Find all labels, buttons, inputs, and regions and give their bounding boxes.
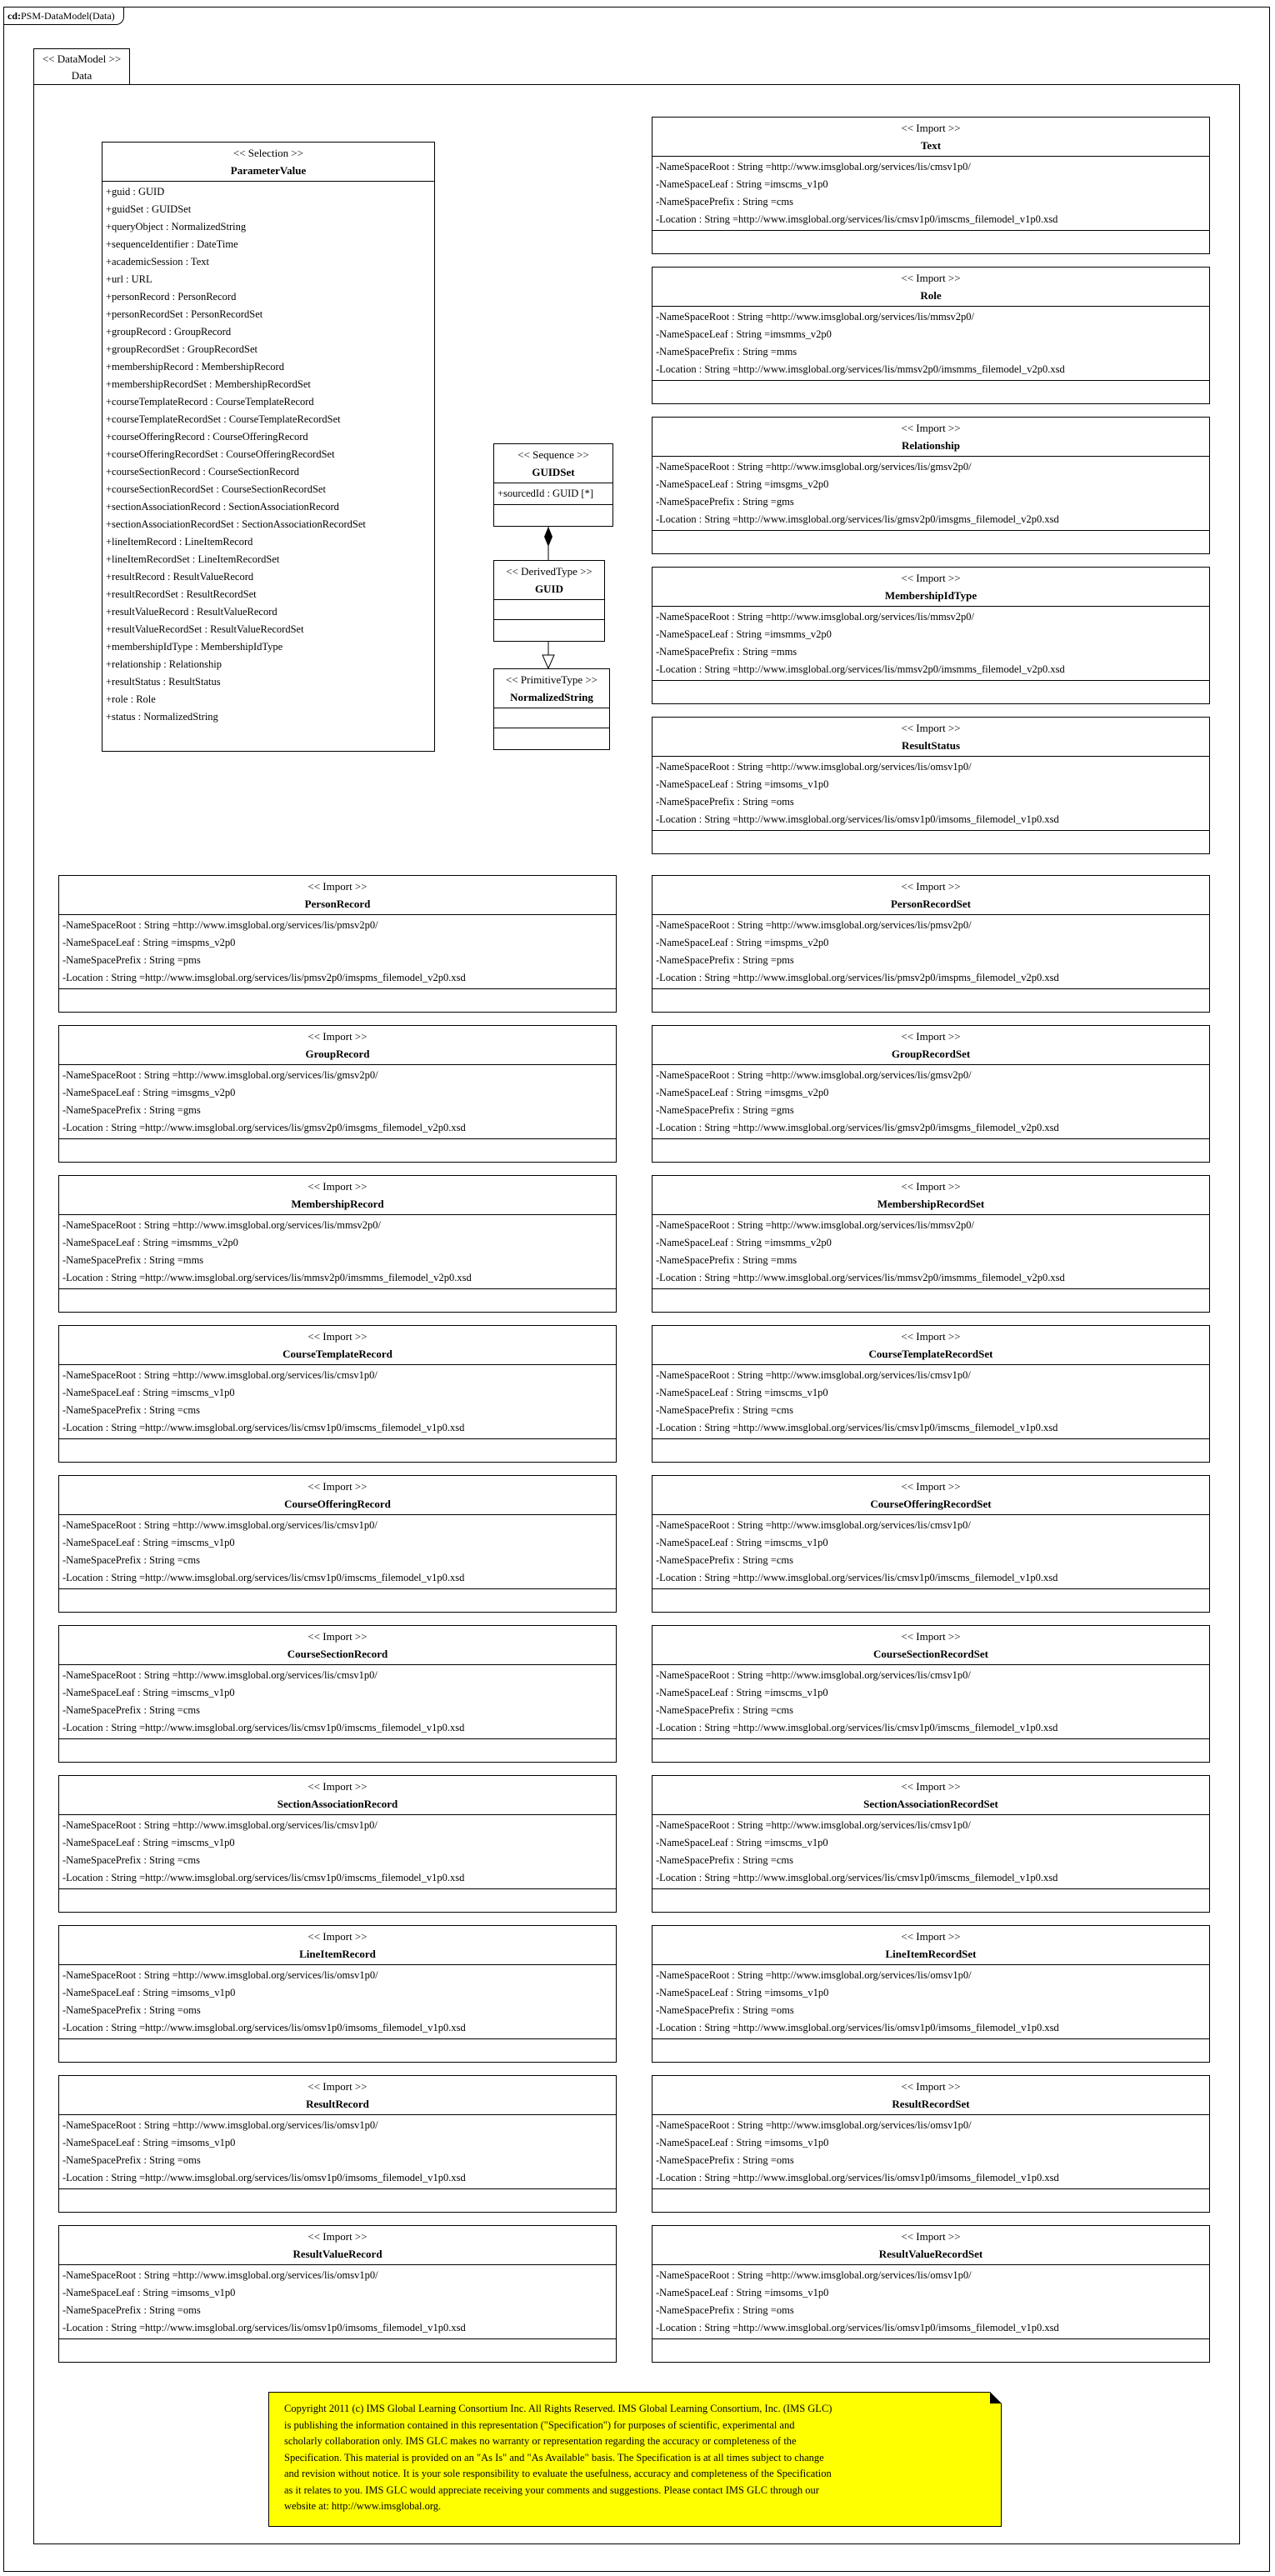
class-stereotype: << Import >> [901,2080,961,2093]
class-name: CourseTemplateRecordSet [868,1348,993,1360]
class-stereotype: << DerivedType >> [506,565,592,578]
import-class-resultrecord[interactable] [58,2075,617,2213]
attribute: -NameSpaceRoot : String =http://www.imsglobal.org/services/lis/mmsv2p0/ [656,1219,975,1231]
class-name: SectionAssociationRecordSet [863,1798,998,1810]
class-stereotype: << Import >> [901,1480,961,1493]
class-name: GroupRecordSet [891,1048,971,1060]
class-attributes [494,483,612,505]
class-name: Relationship [901,439,961,452]
attribute: -NameSpaceRoot : String =http://www.imsglobal.org/services/lis/gmsv2p0/ [656,461,972,473]
attribute: -NameSpaceRoot : String =http://www.imsglobal.org/services/lis/omsv1p0/ [656,1969,972,1981]
attribute: -NameSpaceRoot : String =http://www.imsglobal.org/services/lis/cmsv1p0/ [656,161,971,173]
attribute: -NameSpacePrefix : String =oms [656,2154,794,2166]
attribute: -NameSpacePrefix : String =mms [656,646,798,658]
class-attributes [652,915,1209,989]
attribute: +membershipRecordSet : MembershipRecordSet [106,378,311,390]
frame-name: PSM-DataModel(Data) [21,10,115,22]
class-header [652,118,1209,157]
attribute: -NameSpaceLeaf : String =imscms_v1p0 [62,1687,235,1698]
attribute: +sectionAssociationRecordSet : SectionAssociationRecordSet [106,518,366,530]
class-name: Text [920,139,942,152]
attribute: -NameSpaceLeaf : String =imscms_v1p0 [62,1837,235,1848]
class-stereotype: << Import >> [901,1780,961,1793]
attribute: -NameSpacePrefix : String =oms [62,2304,201,2316]
class-attributes [652,757,1209,831]
attribute: -NameSpaceLeaf : String =imsmms_v2p0 [656,328,832,340]
attribute: -NameSpacePrefix : String =cms [656,1554,793,1566]
class-attributes [59,1065,616,1139]
attribute: -NameSpacePrefix : String =mms [656,1254,798,1266]
attribute: -NameSpacePrefix : String =cms [62,1554,200,1566]
import-class-role[interactable] [652,267,1210,404]
class-header [652,1026,1209,1065]
attribute: -NameSpaceRoot : String =http://www.imsglobal.org/services/lis/cmsv1p0/ [656,1819,971,1831]
attribute: -NameSpacePrefix : String =oms [656,796,794,808]
class-attributes [494,600,604,620]
class-name: ResultValueRecord [292,2248,382,2260]
attribute: -NameSpaceLeaf : String =imscms_v1p0 [656,1837,828,1848]
attribute: -NameSpaceRoot : String =http://www.imsglobal.org/services/lis/gmsv2p0/ [62,1069,378,1081]
attribute: -NameSpacePrefix : String =cms [62,1854,200,1866]
import-class-courseofferingrecord[interactable] [58,1475,617,1613]
class-name: CourseTemplateRecord [282,1348,392,1360]
class-name: MembershipRecordSet [877,1198,985,1210]
class-stereotype: << Import >> [308,1630,368,1643]
attribute: -Location : String =http://www.imsglobal.org/services/lis/mmsv2p0/imsmms_filemodel_v2p0.xsd [62,1272,472,1283]
import-class-resultvaluerecord[interactable] [58,2225,617,2363]
note-text [284,2401,986,2515]
attribute: +resultValueRecord : ResultValueRecord [106,606,278,618]
attribute: +courseTemplateRecordSet : CourseTemplateRecordSet [106,413,341,425]
attribute: -NameSpaceRoot : String =http://www.imsglobal.org/services/lis/omsv1p0/ [656,2119,972,2131]
attribute: -NameSpaceRoot : String =http://www.imsglobal.org/services/lis/pmsv2p0/ [656,919,972,931]
class-name: LineItemRecordSet [885,1948,977,1960]
note-line: as it relates to you. IMS GLC would appreciate receiving your comments and suggestions. Please contact IMS GLC through our [284,2483,819,2496]
class-stereotype: << Import >> [308,1930,368,1943]
attribute: -Location : String =http://www.imsglobal.org/services/lis/gmsv2p0/imsgms_filemodel_v2p0.xsd [62,1122,466,1133]
class-attributes [652,1065,1209,1139]
class-attributes [652,457,1209,531]
class-header [59,2076,616,2115]
class-stereotype: << Import >> [901,272,961,284]
attribute: -NameSpaceRoot : String =http://www.imsglobal.org/services/lis/cmsv1p0/ [656,1519,971,1531]
note-line: website at: http://www.imsglobal.org. [284,2500,442,2512]
attribute: -Location : String =http://www.imsglobal.org/services/lis/cmsv1p0/imscms_filemodel_v1p0.xsd [656,1722,1058,1733]
class-stereotype: << Import >> [901,122,961,134]
attribute: -NameSpaceRoot : String =http://www.imsglobal.org/services/lis/cmsv1p0/ [656,1369,971,1381]
attribute: -Location : String =http://www.imsglobal.org/services/lis/pmsv2p0/imspms_filemodel_v2p0.xsd [656,972,1059,983]
attribute: -NameSpaceRoot : String =http://www.imsglobal.org/services/lis/omsv1p0/ [62,1969,378,1981]
attribute: -NameSpaceLeaf : String =imsoms_v1p0 [656,2287,829,2298]
attribute: -NameSpacePrefix : String =oms [656,2004,794,2016]
class-stereotype: << Import >> [308,1030,368,1043]
class-normalizedstring[interactable] [493,668,610,750]
attribute: -Location : String =http://www.imsglobal.org/services/lis/mmsv2p0/imsmms_filemodel_v2p0.xsd [656,1272,1065,1283]
attribute: -NameSpaceLeaf : String =imscms_v1p0 [656,1387,828,1398]
attribute: -Location : String =http://www.imsglobal.org/services/lis/cmsv1p0/imscms_filemodel_v1p0.xsd [62,1872,465,1883]
attribute: -Location : String =http://www.imsglobal.org/services/lis/omsv1p0/imsoms_filemodel_v1p0.xsd [62,2322,466,2333]
class-header [652,418,1209,457]
class-header [59,1926,616,1965]
class-name: NormalizedString [510,691,593,703]
class-attributes [652,1665,1209,1739]
attribute: +membershipIdType : MembershipIdType [106,641,283,653]
class-name: ResultValueRecordSet [878,2248,983,2260]
note-fold-icon [990,2392,1002,2403]
attribute: -Location : String =http://www.imsglobal.org/services/lis/omsv1p0/imsoms_filemodel_v1p0.xsd [62,2172,466,2183]
attribute: -Location : String =http://www.imsglobal.org/services/lis/cmsv1p0/imscms_filemodel_v1p0.xsd [62,1422,465,1433]
class-attributes [652,1965,1209,2039]
import-class-coursesectionrecord[interactable] [58,1625,617,1763]
attribute: -NameSpaceRoot : String =http://www.imsglobal.org/services/lis/omsv1p0/ [62,2269,378,2281]
class-attributes [494,708,609,728]
attribute: -NameSpacePrefix : String =pms [62,954,201,966]
copyright-note[interactable] [268,2392,1002,2527]
attribute: -Location : String =http://www.imsglobal.org/services/lis/mmsv2p0/imsmms_filemodel_v2p0.xsd [656,663,1065,675]
class-header [652,2076,1209,2115]
attribute: -Location : String =http://www.imsglobal.org/services/lis/cmsv1p0/imscms_filemodel_v1p0.xsd [656,1422,1058,1433]
import-class-resultrecordset[interactable] [652,2075,1210,2213]
import-class-courseofferingrecordset[interactable] [652,1475,1210,1613]
attribute: -NameSpaceLeaf : String =imsoms_v1p0 [656,778,829,790]
attribute: -Location : String =http://www.imsglobal.org/services/lis/omsv1p0/imsoms_filemodel_v1p0.xsd [656,2022,1059,2033]
class-attributes [102,182,434,735]
attribute: -NameSpaceLeaf : String =imsoms_v1p0 [656,1987,829,1998]
class-name: GUIDSet [532,466,575,478]
import-class-grouprecord[interactable] [58,1025,617,1163]
class-header [102,143,434,182]
attribute: -NameSpacePrefix : String =oms [656,2304,794,2316]
attribute: -NameSpaceRoot : String =http://www.imsglobal.org/services/lis/pmsv2p0/ [62,919,378,931]
attribute: -NameSpaceRoot : String =http://www.imsglobal.org/services/lis/gmsv2p0/ [656,1069,972,1081]
class-stereotype: << Import >> [901,1030,961,1043]
class-header [59,1026,616,1065]
class-stereotype: << Import >> [901,2230,961,2243]
class-header [652,1176,1209,1215]
attribute: -NameSpaceLeaf : String =imsmms_v2p0 [62,1237,238,1248]
class-name: ResultStatus [901,739,961,752]
class-header [652,2226,1209,2265]
attribute: -NameSpaceRoot : String =http://www.imsglobal.org/services/lis/omsv1p0/ [62,2119,378,2131]
attribute: -NameSpaceRoot : String =http://www.imsglobal.org/services/lis/omsv1p0/ [656,2269,972,2281]
class-name: MembershipRecord [291,1198,384,1210]
attribute: -NameSpacePrefix : String =gms [656,496,794,508]
attribute: -NameSpacePrefix : String =gms [62,1104,201,1116]
import-class-personrecordset[interactable] [652,875,1210,1013]
attribute: +personRecordSet : PersonRecordSet [106,308,263,320]
class-header [652,1326,1209,1365]
attribute: -NameSpaceLeaf : String =imspms_v2p0 [656,937,829,948]
attribute: -NameSpaceRoot : String =http://www.imsglobal.org/services/lis/cmsv1p0/ [656,1669,971,1681]
attribute: -Location : String =http://www.imsglobal.org/services/lis/cmsv1p0/imscms_filemodel_v1p0.xsd [62,1722,465,1733]
attribute: +lineItemRecordSet : LineItemRecordSet [106,553,280,565]
attribute: -NameSpacePrefix : String =cms [656,1704,793,1716]
attribute: +courseSectionRecordSet : CourseSectionRecordSet [106,483,326,495]
class-name: GroupRecord [305,1048,370,1060]
attribute: -NameSpaceLeaf : String =imsoms_v1p0 [62,2287,236,2298]
class-attributes [59,2115,616,2189]
class-name: CourseSectionRecordSet [873,1648,988,1660]
attribute: +url : URL [106,273,152,285]
class-stereotype: << Import >> [901,722,961,734]
class-header [59,2226,616,2265]
class-parametervalue[interactable] [102,142,435,752]
attribute: +role : Role [106,693,156,705]
class-attributes [652,1365,1209,1439]
note-line: scholarly collaboration only. IMS GLC makes no warranty or representation regarding the accuracy or completeness of the [284,2435,797,2447]
class-attributes [652,2115,1209,2189]
class-attributes [59,1515,616,1589]
class-name: SectionAssociationRecord [277,1798,398,1810]
class-stereotype: << Sequence >> [518,448,589,461]
import-class-sectionassociationrecordset[interactable] [652,1775,1210,1913]
attribute: -NameSpaceRoot : String =http://www.imsglobal.org/services/lis/cmsv1p0/ [62,1369,378,1381]
attribute: +resultStatus : ResultStatus [106,676,221,688]
attribute: -NameSpaceLeaf : String =imsgms_v2p0 [656,478,829,490]
class-name: GUID [535,583,563,595]
class-stereotype: << Import >> [901,1330,961,1343]
class-attributes [652,607,1209,681]
attribute: -NameSpaceRoot : String =http://www.imsglobal.org/services/lis/cmsv1p0/ [62,1519,378,1531]
class-name: Role [920,289,942,302]
import-class-grouprecordset[interactable] [652,1025,1210,1163]
class-attributes [59,1815,616,1889]
class-attributes [59,1365,616,1439]
attribute: -NameSpacePrefix : String =cms [62,1704,200,1716]
class-header [59,1626,616,1665]
attribute: -NameSpaceRoot : String =http://www.imsglobal.org/services/lis/mmsv2p0/ [656,611,975,623]
attribute: +courseTemplateRecord : CourseTemplateRecord [106,396,314,408]
class-stereotype: << Import >> [901,1180,961,1193]
attribute: -NameSpacePrefix : String =gms [656,1104,794,1116]
attribute: -Location : String =http://www.imsglobal.org/services/lis/omsv1p0/imsoms_filemodel_v1p0.xsd [656,2322,1059,2333]
attribute: +groupRecord : GroupRecord [106,326,232,338]
note-line: is publishing the information contained in this representation ("Specification") for purposes of scientific, experimental and [284,2418,795,2431]
attribute: -NameSpaceLeaf : String =imsoms_v1p0 [62,1987,236,1998]
class-header [494,444,612,483]
attribute: -NameSpaceLeaf : String =imscms_v1p0 [656,1687,828,1698]
class-header [494,669,609,708]
import-class-coursetemplaterecordset[interactable] [652,1325,1210,1463]
class-stereotype: << Import >> [901,1630,961,1643]
package-tab[interactable] [33,48,130,85]
attribute: +guidSet : GUIDSet [106,203,192,215]
class-stereotype: << Import >> [308,1330,368,1343]
class-header [59,1326,616,1365]
class-header [652,1926,1209,1965]
package-name: Data [71,69,92,82]
class-header [652,876,1209,915]
import-class-relationship[interactable] [652,417,1210,554]
class-header [59,1476,616,1515]
class-stereotype: << Import >> [308,880,368,893]
class-guidset[interactable] [493,443,613,527]
attribute: +sourcedId : GUID [*] [498,488,594,499]
class-attributes [59,2265,616,2339]
attribute: -Location : String =http://www.imsglobal.org/services/lis/gmsv2p0/imsgms_filemodel_v2p0.xsd [656,513,1059,525]
note-line: Copyright 2011 (c) IMS Global Learning Consortium Inc. All Rights Reserved. IMS Global Learning Consortium, Inc. (IMS GLC) [284,2403,832,2414]
class-header [652,718,1209,757]
class-stereotype: << Import >> [901,572,961,584]
import-class-coursesectionrecordset[interactable] [652,1625,1210,1763]
class-stereotype: << Import >> [901,1930,961,1943]
import-class-membershiprecord[interactable] [58,1175,617,1313]
class-header [652,1476,1209,1515]
attribute: -NameSpacePrefix : String =pms [656,954,794,966]
class-attributes [59,1965,616,2039]
import-class-personrecord[interactable] [58,875,617,1013]
class-header [652,268,1209,307]
attribute: -NameSpaceLeaf : String =imscms_v1p0 [656,178,828,190]
class-name: PersonRecordSet [890,898,972,910]
attribute: -NameSpacePrefix : String =cms [656,196,793,208]
attribute: +lineItemRecord : LineItemRecord [106,536,253,548]
class-stereotype: << Import >> [308,1180,368,1193]
attribute: +relationship : Relationship [106,658,222,670]
import-class-membershipidtype[interactable] [652,567,1210,704]
attribute: -NameSpacePrefix : String =mms [62,1254,204,1266]
class-attributes [652,307,1209,381]
attribute: +resultValueRecordSet : ResultValueRecordSet [106,623,304,635]
class-header [652,1626,1209,1665]
attribute: +sequenceIdentifier : DateTime [106,238,238,250]
attribute: -NameSpaceLeaf : String =imsoms_v1p0 [656,2137,829,2148]
attribute: -Location : String =http://www.imsglobal.org/services/lis/cmsv1p0/imscms_filemodel_v1p0.xsd [62,1572,465,1583]
attribute: -NameSpacePrefix : String =cms [656,1404,793,1416]
class-attributes [652,2265,1209,2339]
attribute: +courseOfferingRecord : CourseOfferingRecord [106,431,308,443]
attribute: -Location : String =http://www.imsglobal.org/services/lis/cmsv1p0/imscms_filemodel_v1p0.xsd [656,1572,1058,1583]
class-attributes [652,1815,1209,1889]
class-name: MembershipIdType [884,589,978,602]
class-name: ParameterValue [230,164,307,177]
attribute: +academicSession : Text [106,256,209,268]
class-header [494,561,604,600]
attribute: -NameSpacePrefix : String =oms [62,2004,201,2016]
import-class-resultstatus[interactable] [652,717,1210,854]
attribute: +membershipRecord : MembershipRecord [106,361,284,373]
attribute: -NameSpaceRoot : String =http://www.imsglobal.org/services/lis/mmsv2p0/ [656,311,975,323]
class-name: LineItemRecord [299,1948,376,1960]
attribute: +guid : GUID [106,186,165,198]
attribute: -NameSpaceRoot : String =http://www.imsglobal.org/services/lis/omsv1p0/ [656,761,972,773]
import-class-membershiprecordset[interactable] [652,1175,1210,1313]
attribute: -Location : String =http://www.imsglobal.org/services/lis/cmsv1p0/imscms_filemodel_v1p0.xsd [656,1872,1058,1883]
note-line: Specification. This material is provided on an "As Is" and "As Available" basis. The Specification is at all times subject to change [284,2451,824,2463]
class-name: PersonRecord [304,898,371,910]
class-header [59,1776,616,1815]
class-attributes [652,1515,1209,1589]
class-stereotype: << Import >> [308,1480,368,1493]
class-stereotype: << Import >> [308,2230,368,2243]
attribute: +queryObject : NormalizedString [106,221,247,233]
attribute: -NameSpacePrefix : String =mms [656,346,798,358]
class-header [59,876,616,915]
attribute: -NameSpaceLeaf : String =imsmms_v2p0 [656,628,832,640]
class-name: CourseOfferingRecordSet [870,1498,992,1510]
attribute: -NameSpacePrefix : String =oms [62,2154,201,2166]
class-attributes [652,1215,1209,1289]
class-stereotype: << Import >> [308,2080,368,2093]
attribute: +courseOfferingRecordSet : CourseOfferingRecordSet [106,448,335,460]
attribute: -NameSpaceLeaf : String =imsoms_v1p0 [62,2137,236,2148]
import-class-resultvaluerecordset[interactable] [652,2225,1210,2363]
import-class-lineitemrecord[interactable] [58,1925,617,2063]
class-name: CourseOfferingRecord [284,1498,391,1510]
class-name: ResultRecord [306,2098,369,2110]
attribute: +status : NormalizedString [106,711,218,723]
attribute: -NameSpaceLeaf : String =imscms_v1p0 [656,1537,828,1548]
class-name: ResultRecordSet [892,2098,970,2110]
attribute: +personRecord : PersonRecord [106,291,237,303]
attribute: -NameSpacePrefix : String =cms [656,1854,793,1866]
class-stereotype: << Import >> [901,422,961,434]
class-stereotype: << Import >> [308,1780,368,1793]
attribute: -NameSpaceLeaf : String =imsgms_v2p0 [62,1087,236,1098]
attribute: -NameSpaceLeaf : String =imscms_v1p0 [62,1537,235,1548]
attribute: -Location : String =http://www.imsglobal.org/services/lis/gmsv2p0/imsgms_filemodel_v2p0.xsd [656,1122,1059,1133]
attribute: -Location : String =http://www.imsglobal.org/services/lis/omsv1p0/imsoms_filemodel_v1p0.xsd [656,813,1059,825]
note-line: and revision without notice. It is your sole responsibility to evaluate the usefulness, accuracy and completeness of the Specification [284,2468,832,2479]
attribute: +resultRecord : ResultValueRecord [106,571,254,583]
class-header [59,1176,616,1215]
attribute: -NameSpaceRoot : String =http://www.imsglobal.org/services/lis/cmsv1p0/ [62,1669,378,1681]
attribute: -NameSpaceLeaf : String =imspms_v2p0 [62,937,236,948]
attribute: +sectionAssociationRecord : SectionAssociationRecord [106,501,339,513]
attribute: -Location : String =http://www.imsglobal.org/services/lis/cmsv1p0/imscms_filemodel_v1p0.xsd [656,213,1058,225]
attribute: -NameSpaceLeaf : String =imsmms_v2p0 [656,1237,832,1248]
attribute: -NameSpaceRoot : String =http://www.imsglobal.org/services/lis/mmsv2p0/ [62,1219,382,1231]
attribute: -NameSpaceLeaf : String =imsgms_v2p0 [656,1087,829,1098]
import-class-coursetemplaterecord[interactable] [58,1325,617,1463]
attribute: -Location : String =http://www.imsglobal.org/services/lis/omsv1p0/imsoms_filemodel_v1p0.xsd [656,2172,1059,2183]
attribute: -Location : String =http://www.imsglobal.org/services/lis/mmsv2p0/imsmms_filemodel_v2p0.xsd [656,363,1065,375]
class-stereotype: << PrimitiveType >> [505,673,598,686]
import-class-text[interactable] [652,117,1210,254]
class-attributes [59,1215,616,1289]
package-stereotype: << DataModel >> [42,53,122,65]
attribute: -NameSpaceRoot : String =http://www.imsglobal.org/services/lis/cmsv1p0/ [62,1819,378,1831]
import-class-sectionassociationrecord[interactable] [58,1775,617,1913]
class-stereotype: << Selection >> [232,147,304,159]
class-attributes [59,1665,616,1739]
attribute: -NameSpacePrefix : String =cms [62,1404,200,1416]
class-header [652,1776,1209,1815]
attribute: -NameSpaceLeaf : String =imscms_v1p0 [62,1387,235,1398]
attribute: -Location : String =http://www.imsglobal.org/services/lis/pmsv2p0/imspms_filemodel_v2p0.xsd [62,972,466,983]
class-attributes [652,157,1209,231]
attribute: +courseSectionRecord : CourseSectionRecord [106,466,299,478]
class-guid[interactable] [493,560,605,642]
class-attributes [59,915,616,989]
attribute: +resultRecordSet : ResultRecordSet [106,588,257,600]
attribute: -Location : String =http://www.imsglobal.org/services/lis/omsv1p0/imsoms_filemodel_v1p0.xsd [62,2022,466,2033]
frame-kind: cd: [8,10,21,22]
frame-label [4,8,124,25]
class-name: CourseSectionRecord [287,1648,388,1660]
class-header [652,568,1209,607]
import-class-lineitemrecordset[interactable] [652,1925,1210,2063]
attribute: +groupRecordSet : GroupRecordSet [106,343,258,355]
class-stereotype: << Import >> [901,880,961,893]
